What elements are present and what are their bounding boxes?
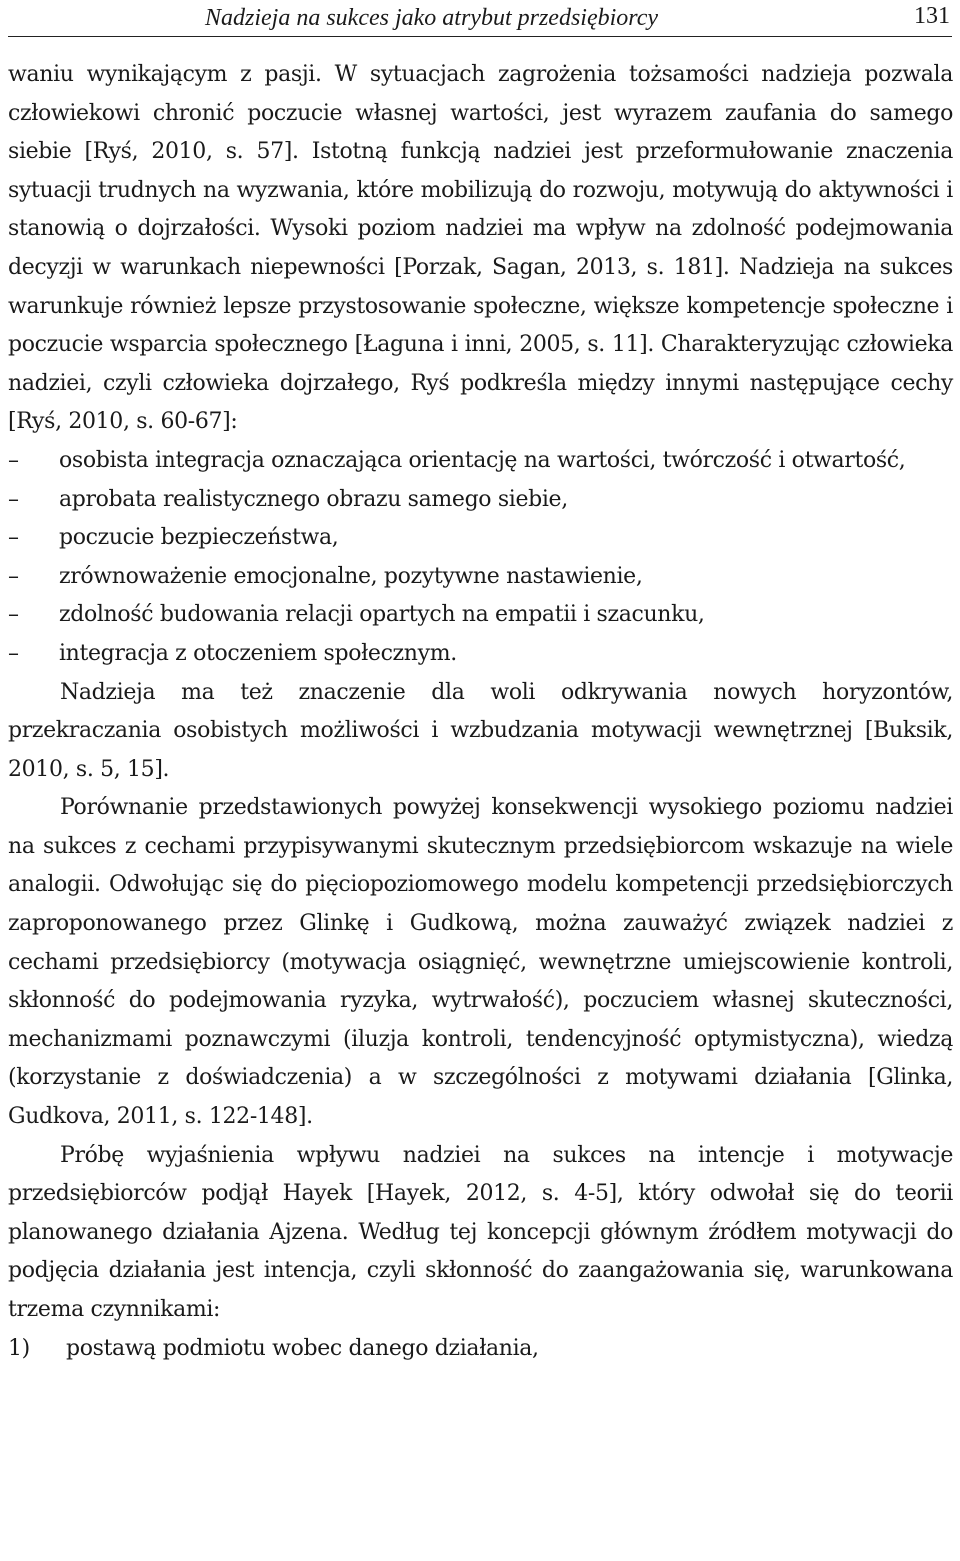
list-item: – zrównoważenie emocjonalne, pozytywne nastawienie, bbox=[8, 558, 953, 597]
page-number: 131 bbox=[914, 3, 950, 29]
list-item: – zdolność budowania relacji opartych na empatii i szacunku, bbox=[8, 596, 953, 635]
body-text bbox=[8, 56, 953, 1368]
list-item: – aprobata realistycznego obrazu samego siebie, bbox=[8, 481, 953, 520]
header-rule bbox=[8, 36, 952, 37]
list-item: – osobista integracja oznaczająca orientację na wartości, twórczość i otwartość, bbox=[8, 442, 953, 481]
list-item-text: postawą podmiotu wobec danego działania, bbox=[66, 1335, 539, 1361]
traits-list bbox=[8, 442, 953, 674]
running-header bbox=[0, 0, 960, 40]
list-item: – poczucie bezpieczeństwa, bbox=[8, 519, 953, 558]
factors-list bbox=[8, 1330, 953, 1369]
running-header-title: Nadzieja na sukces jako atrybut przedsiębiorcy bbox=[205, 5, 659, 31]
paragraph: Nadzieja ma też znaczenie dla woli odkrywania nowych horyzontów, przekraczania osobistych możliwości i wzbudzania motywacji wewnętrznej [Buksik, 2010, s. 5, 15]. bbox=[8, 679, 953, 782]
paragraph: Próbę wyjaśnienia wpływu nadziei na sukces na intencje i motywacje przedsiębiorców podjął Hayek [Hayek, 2012, s. 4-5], który odwołał się do teorii planowanego działania Ajzena. Według tej koncepcji głównym źródłem motywacji do podjęcia działania jest intencja, czyli skłonność do zaangażowania się, warunkowana trzema czynnikami: bbox=[8, 1142, 953, 1322]
list-item: – integracja z otoczeniem społecznym. bbox=[8, 635, 953, 674]
paragraph-continued: waniu wynikającym z pasji. W sytuacjach zagrożenia tożsamości nadzieja pozwala człowiekowi chronić poczucie własnej wartości, jest wyrazem zaufania do samego siebie [Ryś, 2010, s. 57]. Istotną funkcją nadziei jest przeformułowanie znaczenia sytuacji trudnych na wyzwania, które mobilizują do rozwoju, motywują do aktywności i stanowią o dojrzałości. Wysoki poziom nadziei ma wpływ na zdolność podejmowania decyzji w warunkach niepewności [Porzak, Sagan, 2013, s. 181]. Nadzieja na sukces warunkuje również lepsze przystosowanie społeczne, większe kompetencje społeczne i poczucie wsparcia społecznego [Łaguna i inni, 2005, s. 11]. Charakteryzując człowieka nadziei, czyli człowieka dojrzałego, Ryś podkreśla między innymi następujące cechy [Ryś, 2010, s. 60-67]: bbox=[8, 62, 953, 435]
paragraph: Porównanie przedstawionych powyżej konsekwencji wysokiego poziomu nadziei na sukces z cechami przypisywanymi skutecznym przedsiębiorcom wskazuje na wiele analogii. Odwołując się do pięciopoziomowego modelu kompetencji przedsiębiorczych zaproponowanego przez Glinkę i Gudkową, można zauważyć związek nadziei z cechami przedsiębiorcy (motywacja osiągnięć, wewnętrzne umiejscowienie kontroli, skłonność do podejmowania ryzyka, wytrwałość), poczuciem własnej skuteczności, mechanizmami poznawczymi (iluzja kontroli, tendencyjność optymistyczna), wiedzą (korzystanie z doświadczenia) a w szczególności z motywami działania [Glinka, Gudkova, 2011, s. 122-148]. bbox=[8, 795, 953, 1130]
numbered-list-item bbox=[8, 1330, 953, 1369]
list-marker: 1) bbox=[8, 1335, 30, 1361]
